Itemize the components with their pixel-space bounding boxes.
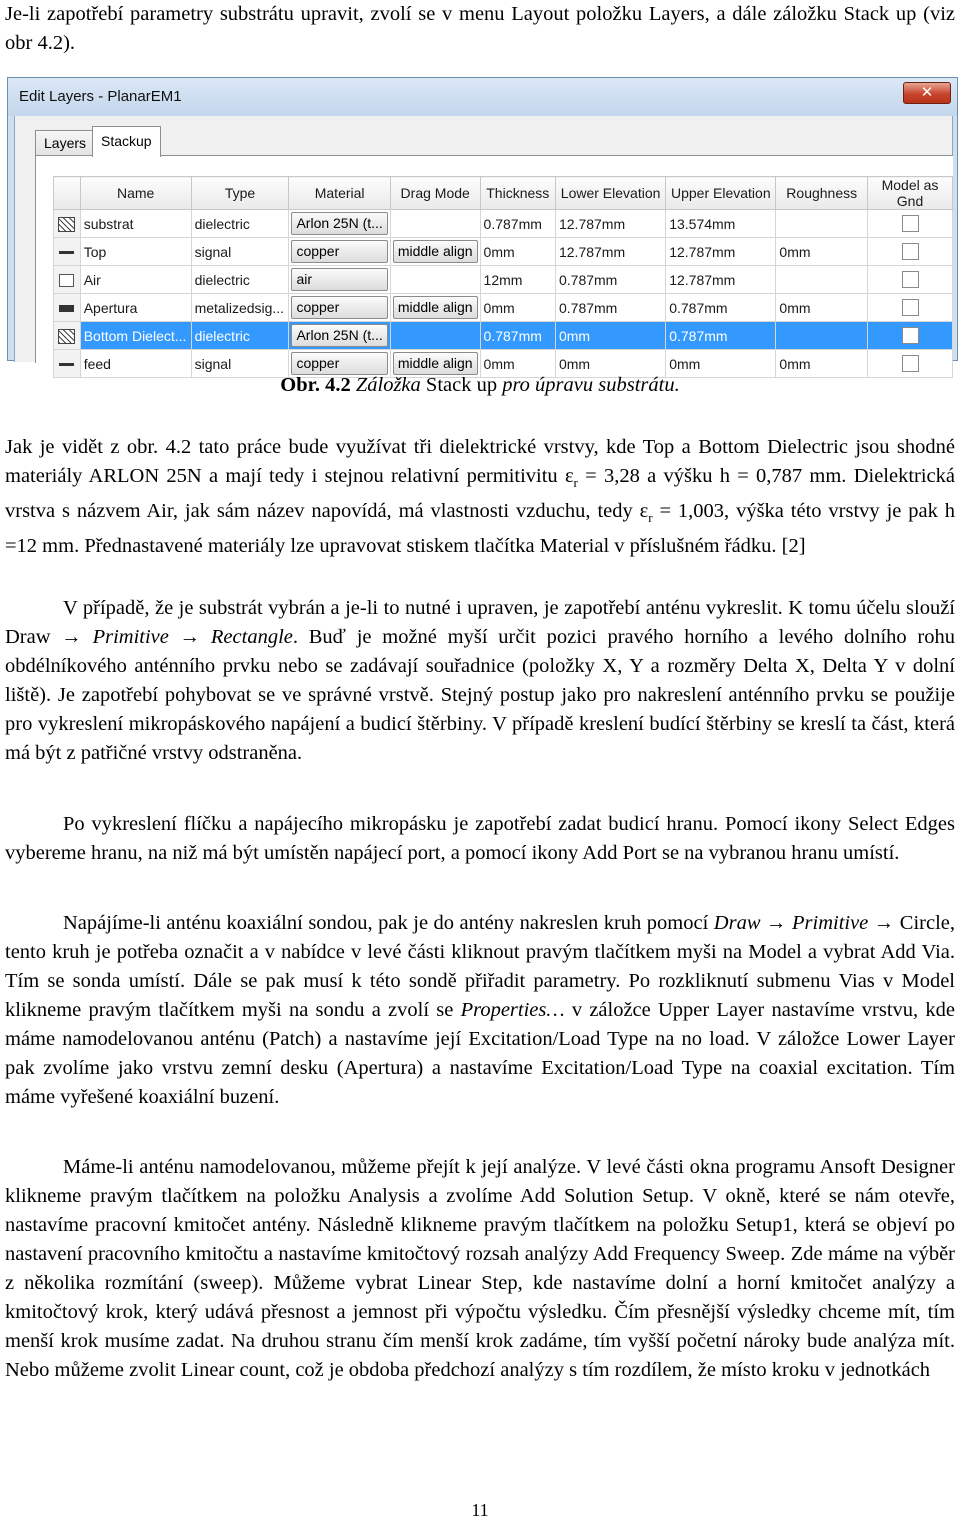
cell-roughness[interactable]: 0mm xyxy=(776,294,868,322)
empty-layer-icon xyxy=(59,274,74,287)
drag-mode-button[interactable]: middle align xyxy=(393,240,478,263)
p1b-text: = 3,28 a výšku h = 0,787 mm. Dielektrická vrstva s názvem Air, jak sám název napovídá, má vlastnosti vzduchu, tedy xyxy=(5,465,955,523)
p1c-text: = 1,003, výška této vrstvy je pak h =12 mm. Přednastavené materiály lze upravovat stiskem tlačítka Material v příslušném řádku. [2] xyxy=(5,500,955,558)
cell-model-as-gnd xyxy=(868,238,953,266)
arrow-icon-4: → xyxy=(868,912,900,934)
cell-lower-elevation[interactable]: 12.787mm xyxy=(555,210,665,238)
cell-name[interactable]: Air xyxy=(80,266,191,294)
model-as-gnd-checkbox[interactable] xyxy=(902,215,919,232)
tab-layers[interactable]: Layers xyxy=(35,130,95,155)
stackup-table xyxy=(53,176,953,378)
cell-material xyxy=(289,322,390,350)
properties-term: Properties… xyxy=(460,999,565,1021)
cell-lower-elevation[interactable]: 0.787mm xyxy=(555,294,665,322)
row-header[interactable] xyxy=(54,210,81,238)
model-as-gnd-checkbox[interactable] xyxy=(902,299,919,316)
draw-term: Draw xyxy=(713,912,761,934)
material-button[interactable]: copper xyxy=(291,240,387,263)
column-header-lower-elevation[interactable]: Lower Elevation xyxy=(555,177,665,210)
cell-type[interactable]: signal xyxy=(191,238,289,266)
cell-name[interactable]: Top xyxy=(80,238,191,266)
cell-drag-mode xyxy=(390,322,480,350)
cell-thickness[interactable]: 0mm xyxy=(480,238,555,266)
close-icon: ✕ xyxy=(920,84,934,101)
cell-lower-elevation[interactable]: 0mm xyxy=(555,350,665,378)
cell-material xyxy=(289,294,390,322)
cell-drag-mode xyxy=(390,238,480,266)
arrow-icon-2: → xyxy=(168,626,211,648)
dialog-titlebar xyxy=(8,78,957,116)
cell-lower-elevation[interactable]: 12.787mm xyxy=(555,238,665,266)
paragraph-2 xyxy=(5,594,955,768)
table-header-row xyxy=(54,177,953,210)
close-button[interactable] xyxy=(903,82,951,104)
row-header[interactable] xyxy=(54,266,81,294)
stackup-panel xyxy=(35,155,953,372)
cell-name[interactable]: Apertura xyxy=(80,294,191,322)
p1-text: Jak je vidět z obr. 4.2 tato práce bude využívat tři dielektrické vrstvy, kde Top a Bottom Dielectric jsou shodné materiály ARLON 25N a mají tedy i stejnou relativní permitivitu xyxy=(5,436,955,487)
paragraph-1 xyxy=(5,433,955,561)
cell-type[interactable]: dielectric xyxy=(191,210,289,238)
cell-material xyxy=(289,210,390,238)
cell-thickness[interactable]: 0.787mm xyxy=(480,322,555,350)
arrow-icon: → xyxy=(50,626,93,648)
column-header-drag-mode[interactable]: Drag Mode xyxy=(390,177,480,210)
cell-drag-mode xyxy=(390,294,480,322)
cell-thickness[interactable]: 12mm xyxy=(480,266,555,294)
p2b-text: . Buď je možné myší určit pozici pravého horního a levého dolního rohu obdélníkového anténního prvku nebo se zadávají souřadnice (položky X, Y a rozměry Delta X, Delta Y v dolní liště). Je zapotřebí pohybovat se ve správné vrstvě. Stejný postup jako pro nakreslení anténního prvku se použije pro vykreslení mikropáskového napájení a budicí štěrbiny. V případě kreslení budící štěrbiny se kreslí ta část, která má být z patřičné vrstvy odstraněna. xyxy=(5,626,956,764)
row-header[interactable] xyxy=(54,322,81,350)
cell-thickness[interactable]: 0mm xyxy=(480,350,555,378)
cell-roughness[interactable]: 0mm xyxy=(776,238,868,266)
table-row[interactable] xyxy=(54,210,953,238)
table-row[interactable] xyxy=(54,322,953,350)
epsilon-symbol-2: ε xyxy=(639,500,649,523)
cell-model-as-gnd xyxy=(868,210,953,238)
model-as-gnd-checkbox[interactable] xyxy=(902,271,919,288)
material-button[interactable]: Arlon 25N (t... xyxy=(291,212,387,235)
paragraph-3: Po vykreslení flíčku a napájecího mikropásku je zapotřebí zadat budicí hranu. Pomocí ikony Select Edges vybereme hranu, na niž má být umístěn napájecí port, a pomocí ikony Add Port se na vybranou hranu umístí. xyxy=(5,813,955,864)
cell-upper-elevation[interactable]: 0mm xyxy=(666,350,776,378)
thick-metal-layer-icon xyxy=(59,305,74,312)
cell-material xyxy=(289,238,390,266)
arrow-icon-3: → xyxy=(760,912,792,934)
cell-name[interactable]: Bottom Dielect... xyxy=(80,322,191,350)
cell-upper-elevation[interactable]: 0.787mm xyxy=(666,294,776,322)
caption-label: Obr. 4.2 xyxy=(280,374,351,396)
hatched-layer-icon xyxy=(58,217,75,232)
epsilon-subscript-2: r xyxy=(648,510,653,526)
primitive-term: Primitive xyxy=(92,626,169,648)
tab-stackup[interactable]: Stackup xyxy=(92,126,161,157)
intro-paragraph: Je-li zapotřebí parametry substrátu upravit, zvolí se v menu Layout položku Layers, a dále záložku Stack up (viz obr 4.2). xyxy=(5,3,955,54)
cell-name[interactable]: feed xyxy=(80,350,191,378)
cell-thickness[interactable]: 0.787mm xyxy=(480,210,555,238)
drag-mode-button[interactable]: middle align xyxy=(393,296,478,319)
p4a-text: Napájíme-li anténu koaxiální sondou, pak je do antény nakreslen kruh pomocí xyxy=(63,912,714,934)
cell-thickness[interactable]: 0mm xyxy=(480,294,555,322)
caption-italic-1: Záložka xyxy=(355,374,421,396)
table-row[interactable] xyxy=(54,238,953,266)
material-button[interactable]: copper xyxy=(291,296,387,319)
cell-upper-elevation[interactable]: 12.787mm xyxy=(666,266,776,294)
row-header[interactable] xyxy=(54,238,81,266)
p4b-text: Circle, tento kruh je potřeba označit a v nabídce v levé části kliknout pravým tlačítkem myši na Model a vybrat Add Via. Tím se sonda umístí. Dále se pak musí k této sondě přiřadit parametry. Po rozkliknutí submenu Vias v Model klikneme pravým tlačítkem myši na sondu a zvolí se xyxy=(5,912,956,1021)
cell-drag-mode xyxy=(390,266,480,294)
cell-model-as-gnd xyxy=(868,266,953,294)
cell-type[interactable]: dielectric xyxy=(191,322,289,350)
cell-type[interactable]: metalizedsig... xyxy=(191,294,289,322)
paragraph-5: Máme-li anténu namodelovanou, můžeme přejít k její analýze. V levé části okna programu Ansoft Designer klikneme pravým tlačítkem na položku Analysis a zvolíme Add Solution Setup. V okně, které se nám otevře, nastavíme pracovní kmitočet antény. Následně klikneme pravým tlačítkem na položku Setup1, která se objeví po nastavení pracovního kmitočtu a nastavíme kmitočtový rozsah analýzy Add Frequency Sweep. Zde máme na výběr z několika rozmítání (sweep). Můžeme vybrat Linear Step, kde nastavíme dolní a horní kmitočet analýzy a kmitočtový krok, který udává přesnost a jemnost při výpočtu výsledku. Čím přesnější výsledky chceme mít, tím menší krok musíme zadat. Na druhou stranu čím menší krok zadáme, tím vyšší početní nároky bude analýza mít. Nebo můžeme zvolit Linear count, což je obdoba předchozí analýzy s tím rozdílem, že místo kroku v jednotkách xyxy=(5,1156,955,1381)
cell-material xyxy=(289,266,390,294)
caption-italic-2: pro úpravu substrátu. xyxy=(502,374,680,396)
model-as-gnd-checkbox[interactable] xyxy=(902,243,919,260)
material-button[interactable]: Arlon 25N (t... xyxy=(291,324,387,347)
column-header-upper-elevation[interactable]: Upper Elevation xyxy=(666,177,776,210)
cell-upper-elevation[interactable]: 0.787mm xyxy=(666,322,776,350)
rectangle-term: Rectangle xyxy=(210,626,293,648)
cell-roughness[interactable]: 0mm xyxy=(776,350,868,378)
row-header[interactable] xyxy=(54,294,81,322)
cell-upper-elevation[interactable]: 12.787mm xyxy=(666,238,776,266)
p2a-text: V případě, že je substrát vybrán a je-li to nutné i upraven, je zapotřebí anténu vykreslit. K tomu účelu slouží Draw xyxy=(5,597,955,648)
table-row[interactable] xyxy=(54,266,953,294)
thin-metal-layer-icon xyxy=(59,251,74,254)
column-header-roughness[interactable]: Roughness xyxy=(776,177,868,210)
cell-drag-mode xyxy=(390,210,480,238)
cell-type[interactable]: signal xyxy=(191,350,289,378)
dialog-title: Edit Layers - PlanarEM1 xyxy=(19,88,182,105)
row-header-corner xyxy=(54,177,81,210)
cell-roughness[interactable] xyxy=(776,266,868,294)
cell-name[interactable]: substrat xyxy=(80,210,191,238)
page-number: 11 xyxy=(471,1500,489,1520)
drag-mode-button[interactable]: middle align xyxy=(393,352,478,375)
column-header-material[interactable]: Material xyxy=(289,177,390,210)
cell-model-as-gnd xyxy=(868,322,953,350)
cell-roughness[interactable] xyxy=(776,322,868,350)
column-header-type[interactable]: Type xyxy=(191,177,289,210)
primitive-term-2: Primitive xyxy=(792,912,869,934)
p4c-text: v záložce Upper Layer nastavíme vrstvu, kde máme namodelovanou anténu (Patch) a nastavíme její Excitation/Load Type na no load. V záložce Lower Layer pak zvolíme jako vrstvu zemní desku (Apertura) a nastavíme Excitation/Load Type na coaxial excitation. Tím máme vyřešené koaxiální buzení. xyxy=(5,999,955,1108)
cell-lower-elevation[interactable]: 0mm xyxy=(555,322,665,350)
figure-caption xyxy=(0,371,960,400)
table-row[interactable] xyxy=(54,294,953,322)
column-header-thickness[interactable]: Thickness xyxy=(480,177,555,210)
model-as-gnd-checkbox[interactable] xyxy=(902,327,919,344)
column-header-model-as-gnd[interactable]: Model as Gnd xyxy=(868,177,953,210)
cell-upper-elevation[interactable]: 13.574mm xyxy=(666,210,776,238)
hatched-layer-icon xyxy=(58,329,75,344)
paragraph-4 xyxy=(5,909,955,1112)
dialog-client xyxy=(14,116,953,372)
cell-type[interactable]: dielectric xyxy=(191,266,289,294)
caption-normal: Stack up xyxy=(425,374,498,396)
material-button[interactable]: air xyxy=(291,268,387,291)
edit-layers-dialog xyxy=(7,77,958,372)
cell-lower-elevation[interactable]: 0.787mm xyxy=(555,266,665,294)
material-button[interactable]: copper xyxy=(291,352,387,375)
cell-roughness[interactable] xyxy=(776,210,868,238)
column-header-name[interactable]: Name xyxy=(80,177,191,210)
epsilon-symbol: ε xyxy=(564,465,574,487)
thin-metal-layer-icon xyxy=(59,363,74,366)
model-as-gnd-checkbox[interactable] xyxy=(902,355,919,372)
epsilon-subscript: r xyxy=(573,475,578,491)
cell-model-as-gnd xyxy=(868,294,953,322)
